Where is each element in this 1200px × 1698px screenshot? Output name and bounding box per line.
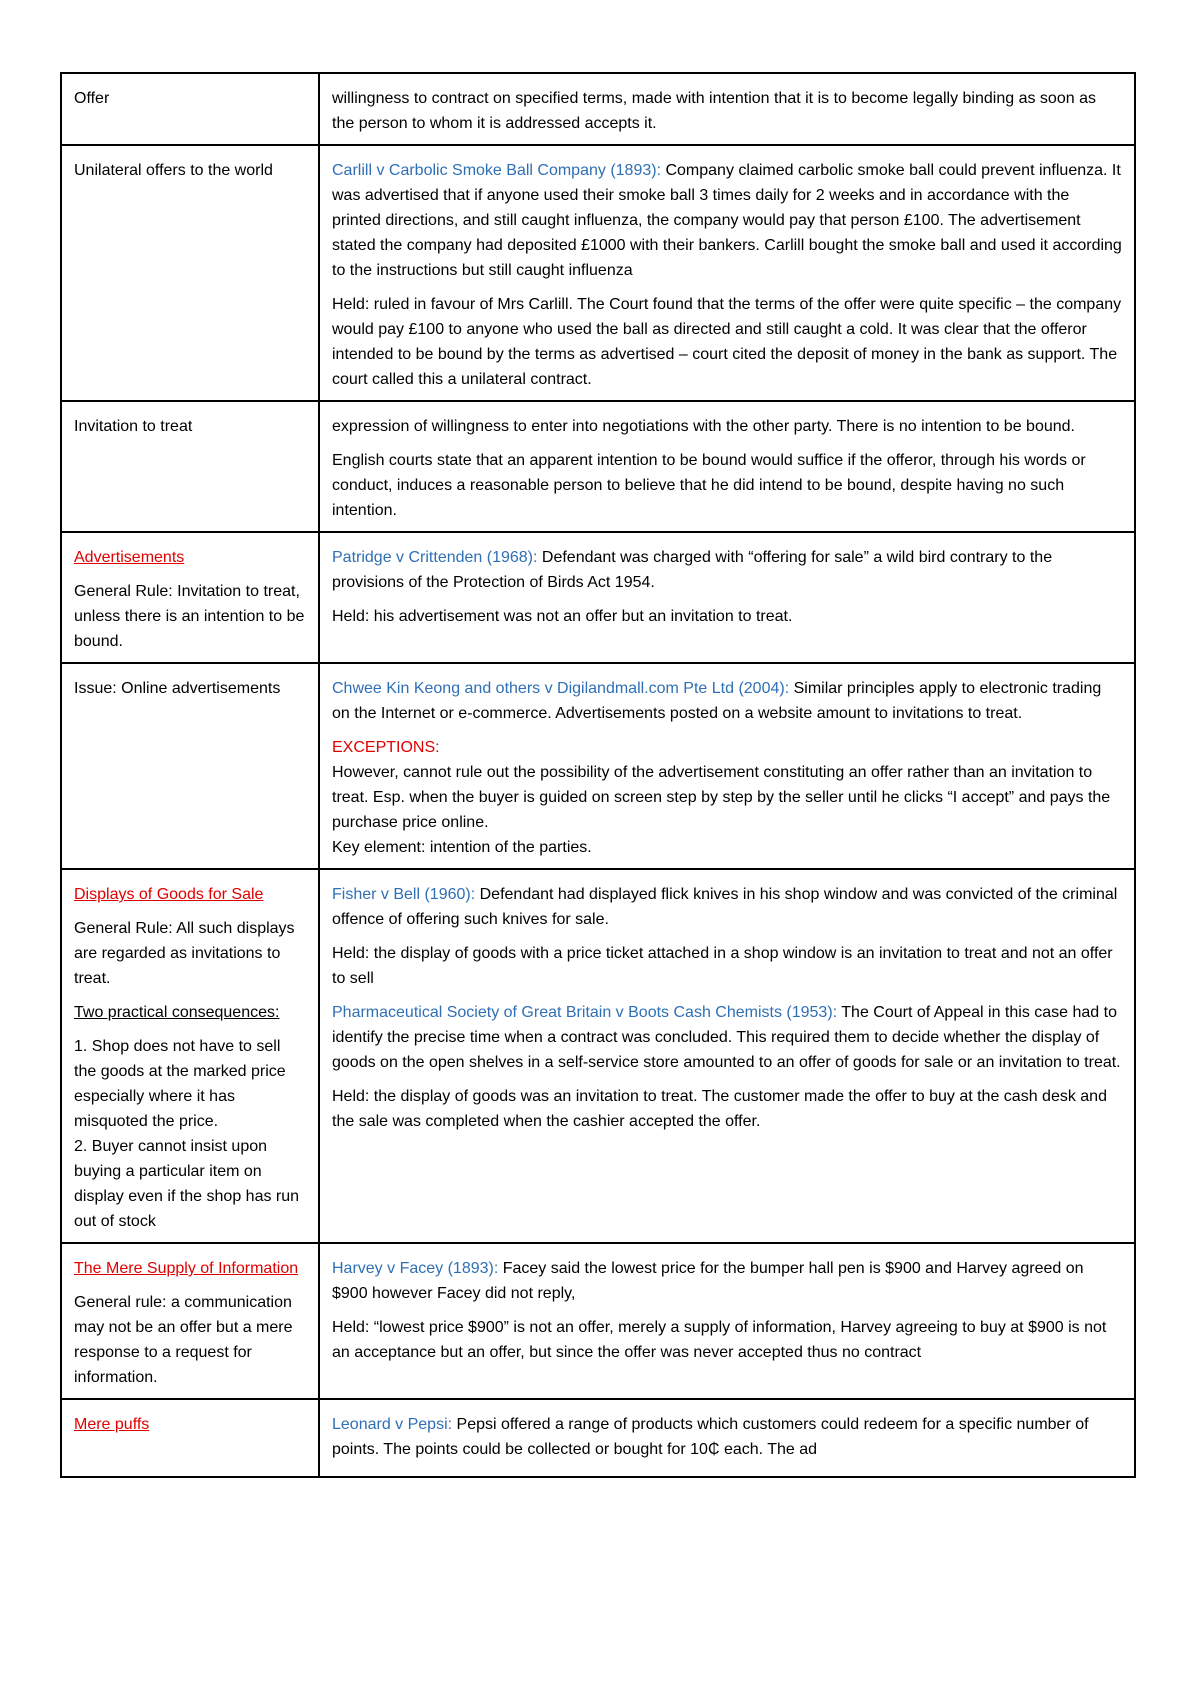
table-row-mere-puffs xyxy=(61,1399,1135,1477)
heading-advertisements: Advertisements xyxy=(74,549,185,566)
case-text-chwee: Similar principles apply to electronic trading on the Internet or e-commerce. Advertisements posted on a website amount to invitations to treat. xyxy=(332,680,1102,722)
definition-cell xyxy=(319,869,1135,1243)
heading-mere-supply-of-information: The Mere Supply of Information xyxy=(74,1260,299,1277)
definition-cell xyxy=(319,401,1135,532)
definition-cell xyxy=(319,532,1135,663)
term-cell xyxy=(61,663,319,869)
key-element: Key element: intention of the parties. xyxy=(332,839,592,856)
term-invitation-to-treat: Invitation to treat xyxy=(74,418,193,435)
patridge-case-paragraph xyxy=(332,545,1122,595)
table-row-invitation-to-treat xyxy=(61,401,1135,532)
carlill-held: Held: ruled in favour of Mrs Carlill. The Court found that the terms of the offer were quite specific – the company would pay £100 to anyone who used the ball as directed and still caught a cold. It was clear that the offeror intended to be bound by the terms as advertised – court cited the deposit of money in the bank as support. The court called this a unilateral contract. xyxy=(332,296,1122,388)
invitation-definition: expression of willingness to enter into negotiations with the other party. There is no intention to be bound. xyxy=(332,418,1075,435)
term-offer: Offer xyxy=(74,90,110,107)
definition-cell xyxy=(319,73,1135,145)
case-name-harvey: Harvey v Facey (1893): xyxy=(332,1260,499,1277)
definition-cell xyxy=(319,663,1135,869)
table-row-offer xyxy=(61,73,1135,145)
case-name-chwee: Chwee Kin Keong and others v Digilandmall.com Pte Ltd (2004): xyxy=(332,680,790,697)
case-name-fisher: Fisher v Bell (1960): xyxy=(332,886,476,903)
patridge-held: Held: his advertisement was not an offer but an invitation to treat. xyxy=(332,608,793,625)
consequence-1: 1. Shop does not have to sell the goods at the marked price especially where it has misquoted the price. xyxy=(74,1038,286,1130)
boots-held: Held: the display of goods was an invitation to treat. The customer made the offer to buy at the cash desk and the sale was completed when the cashier accepted the offer. xyxy=(332,1088,1107,1130)
fisher-case-paragraph xyxy=(332,882,1122,932)
rule-displays-of-goods: General Rule: All such displays are regarded as invitations to treat. xyxy=(74,920,295,987)
rule-mere-supply-of-information: General rule: a communication may not be an offer but a mere response to a request for information. xyxy=(74,1294,293,1386)
table-row-displays-of-goods xyxy=(61,869,1135,1243)
term-cell xyxy=(61,532,319,663)
exceptions-label: EXCEPTIONS: xyxy=(332,739,440,756)
term-cell xyxy=(61,401,319,532)
table-row-online-advertisements xyxy=(61,663,1135,869)
pepsi-case-paragraph xyxy=(332,1412,1122,1462)
table-row-advertisements xyxy=(61,532,1135,663)
exceptions-text: However, cannot rule out the possibility of the advertisement constituting an offer rather than an invitation to treat. Esp. when the buyer is guided on screen step by step by the seller until he clicks “I accept” and pays the purchase price online. xyxy=(332,764,1111,831)
heading-mere-puffs: Mere puffs xyxy=(74,1416,150,1433)
contract-law-notes-table xyxy=(60,72,1136,1478)
case-text-pepsi: Pepsi offered a range of products which customers could redeem for a specific number of points. The points could be collected or bought for 10₵ each. The ad xyxy=(332,1416,1089,1458)
harvey-held: Held: “lowest price $900” is not an offer, merely a supply of information, Harvey agreeing to buy at $900 is not an acceptance but an offer, but since the offer was never accepted thus no contract xyxy=(332,1319,1107,1361)
term-cell xyxy=(61,1243,319,1399)
case-text-patridge: Defendant was charged with “offering for sale” a wild bird contrary to the provisions of the Protection of Birds Act 1954. xyxy=(332,549,1053,591)
harvey-case-paragraph xyxy=(332,1256,1122,1306)
boots-case-paragraph xyxy=(332,1000,1122,1075)
offer-definition: willingness to contract on specified terms, made with intention that it is to become legally binding as soon as the person to whom it is addressed accepts it. xyxy=(332,90,1096,132)
invitation-english-courts: English courts state that an apparent intention to be bound would suffice if the offeror, through his words or conduct, induces a reasonable person to believe that he did intend to be bound, despite having no such intention. xyxy=(332,452,1086,519)
chwee-case-paragraph xyxy=(332,676,1122,726)
definition-cell xyxy=(319,1243,1135,1399)
definition-cell xyxy=(319,1399,1135,1477)
term-cell xyxy=(61,73,319,145)
table-row-unilateral-offers xyxy=(61,145,1135,401)
term-cell xyxy=(61,869,319,1243)
case-name-carlill: Carlill v Carbolic Smoke Ball Company (1893): xyxy=(332,162,662,179)
case-text-fisher: Defendant had displayed flick knives in his shop window and was convicted of the criminal offence of offering such knives for sale. xyxy=(332,886,1118,928)
case-name-boots: Pharmaceutical Society of Great Britain v Boots Cash Chemists (1953): xyxy=(332,1004,838,1021)
definition-cell xyxy=(319,145,1135,401)
term-unilateral-offers: Unilateral offers to the world xyxy=(74,162,273,179)
case-text-carlill: Company claimed carbolic smoke ball could prevent influenza. It was advertised that if anyone used their smoke ball 3 times daily for 2 weeks and in accordance with the printed directions, and still caught influenza, the company would pay that person £100. The advertisement stated the company had deposited £1000 with their bankers. Carlill bought the smoke ball and used it according to the instructions but still caught influenza xyxy=(332,162,1122,279)
case-name-patridge: Patridge v Crittenden (1968): xyxy=(332,549,538,566)
fisher-held: Held: the display of goods with a price ticket attached in a shop window is an invitation to treat and not an offer to sell xyxy=(332,945,1113,987)
consequence-2: 2. Buyer cannot insist upon buying a particular item on display even if the shop has run out of stock xyxy=(74,1138,300,1230)
term-cell xyxy=(61,145,319,401)
consequences-label: Two practical consequences: xyxy=(74,1004,280,1021)
case-text-boots: The Court of Appeal in this case had to identify the precise time when a contract was concluded. This required them to decide whether the display of goods on the open shelves in a self-service store amounted to an offer of goods for sale or an invitation to treat. xyxy=(332,1004,1121,1071)
term-cell xyxy=(61,1399,319,1477)
rule-advertisements: General Rule: Invitation to treat, unless there is an intention to be bound. xyxy=(74,583,305,650)
term-online-advertisements: Issue: Online advertisements xyxy=(74,680,281,697)
case-name-pepsi: Leonard v Pepsi: xyxy=(332,1416,453,1433)
case-text-harvey: Facey said the lowest price for the bumper hall pen is $900 and Harvey agreed on $900 however Facey did not reply, xyxy=(332,1260,1084,1302)
heading-displays-of-goods: Displays of Goods for Sale xyxy=(74,886,264,903)
carlill-case-paragraph xyxy=(332,158,1122,283)
document-page xyxy=(60,72,1132,1478)
table-row-mere-supply-of-information xyxy=(61,1243,1135,1399)
